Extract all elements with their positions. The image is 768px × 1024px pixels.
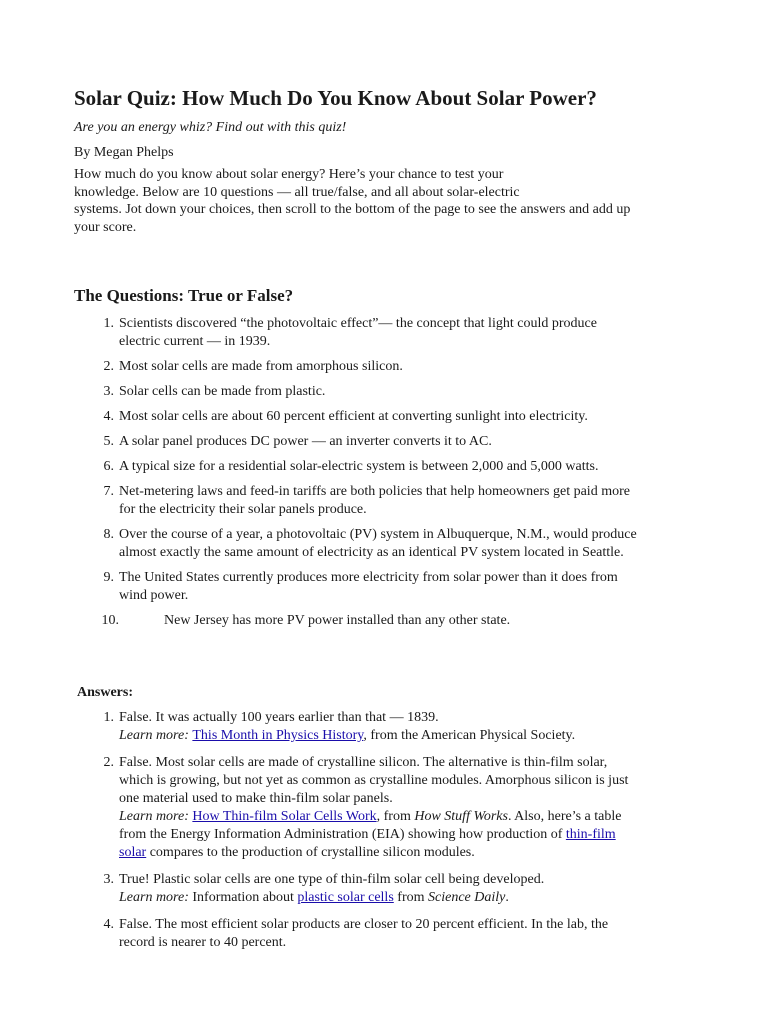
answer-text bbox=[119, 754, 714, 862]
question-item bbox=[74, 483, 714, 519]
intro-line: your score. bbox=[74, 219, 137, 235]
answer-text-segment: compares to the production of crystalline silicon modules. bbox=[146, 845, 475, 860]
question-text bbox=[119, 408, 714, 426]
answer-text-segment: . Also, here’s a table bbox=[507, 809, 622, 824]
question-line: Scientists discovered “the photovoltaic effect”— the concept that light could produce bbox=[119, 316, 597, 331]
question-item bbox=[74, 526, 714, 562]
answer-text-segment: , from the American Physical Society. bbox=[363, 728, 576, 743]
answer-number: 4. bbox=[103, 917, 114, 932]
question-item bbox=[74, 358, 714, 376]
question-item bbox=[74, 569, 714, 605]
answer-text-segment: False. It was actually 100 years earlier than that — 1839. bbox=[119, 710, 439, 725]
answer-item bbox=[74, 754, 714, 862]
reference-link[interactable]: thin-film bbox=[565, 827, 616, 842]
answer-line bbox=[119, 808, 714, 826]
italic-text: How Stuff Works bbox=[414, 809, 508, 824]
answer-text-segment: False. The most efficient solar products are closer to 20 percent efficient. In the lab, the bbox=[119, 917, 609, 932]
question-line: Most solar cells are about 60 percent efficient at converting sunlight into electricity. bbox=[119, 409, 588, 424]
answer-text-segment: True! Plastic solar cells are one type of thin-film solar cell being developed. bbox=[119, 872, 545, 887]
question-number: 8. bbox=[103, 527, 114, 542]
answer-text-segment: , from bbox=[376, 809, 415, 824]
answer-item bbox=[74, 709, 714, 745]
question-text bbox=[119, 433, 714, 451]
question-line: New Jersey has more PV power installed than any other state. bbox=[164, 613, 511, 628]
question-line: Over the course of a year, a photovoltaic (PV) system in Albuquerque, N.M., would produce bbox=[119, 527, 637, 542]
questions-heading: The Questions: True or False? bbox=[74, 286, 294, 305]
question-number: 10. bbox=[101, 613, 119, 628]
question-text bbox=[124, 612, 714, 630]
question-text bbox=[119, 315, 714, 351]
answer-text bbox=[119, 916, 714, 952]
questions-list bbox=[74, 315, 714, 637]
question-number: 9. bbox=[103, 570, 114, 585]
question-line: almost exactly the same amount of electricity as an identical PV system located in Seattle. bbox=[119, 545, 624, 560]
italic-text: Learn more: bbox=[119, 728, 193, 743]
question-line: wind power. bbox=[119, 588, 189, 603]
answer-text-segment: . bbox=[505, 890, 509, 905]
question-line: electric current — in 1939. bbox=[119, 334, 271, 349]
answer-line bbox=[119, 754, 714, 772]
reference-link[interactable]: plastic solar cells bbox=[297, 890, 394, 905]
answer-text-segment: Information about bbox=[192, 890, 298, 905]
answer-line bbox=[119, 916, 714, 934]
reference-link[interactable]: This Month in Physics History bbox=[192, 728, 364, 743]
byline: By Megan Phelps bbox=[74, 145, 174, 160]
question-line: Net-metering laws and feed-in tariffs are both policies that help homeowners get paid more bbox=[119, 484, 630, 499]
question-item bbox=[74, 433, 714, 451]
answer-text bbox=[119, 871, 714, 907]
question-text bbox=[119, 458, 714, 476]
answer-line bbox=[119, 709, 714, 727]
answer-line bbox=[119, 790, 714, 808]
answer-line bbox=[119, 934, 714, 952]
question-number: 7. bbox=[103, 484, 114, 499]
question-number: 4. bbox=[103, 409, 114, 424]
question-line: The United States currently produces more electricity from solar power than it does from bbox=[119, 570, 618, 585]
reference-link[interactable]: solar bbox=[119, 845, 147, 860]
answer-line bbox=[119, 772, 714, 790]
question-item bbox=[74, 383, 714, 401]
answer-text-segment: False. Most solar cells are made of crystalline silicon. The alternative is thin-film solar, bbox=[119, 755, 608, 770]
answer-text bbox=[119, 709, 714, 745]
answer-item bbox=[74, 871, 714, 907]
intro-line: systems. Jot down your choices, then scroll to the bottom of the page to see the answers and add up bbox=[74, 202, 631, 217]
question-number: 2. bbox=[103, 359, 114, 374]
answer-text-segment: one material used to make thin-film solar panels. bbox=[119, 791, 393, 806]
answer-number: 3. bbox=[103, 872, 114, 887]
answer-number: 1. bbox=[103, 710, 114, 725]
question-item bbox=[74, 315, 714, 351]
tagline: Are you an energy whiz? Find out with this quiz! bbox=[74, 120, 347, 135]
intro-line: How much do you know about solar energy? Here’s your chance to test your bbox=[74, 167, 504, 182]
question-number: 3. bbox=[103, 384, 114, 399]
answer-text-segment: from the Energy Information Administration (EIA) showing how production of bbox=[119, 827, 566, 842]
answer-line bbox=[119, 826, 714, 844]
question-text bbox=[119, 483, 714, 519]
question-line: Most solar cells are made from amorphous silicon. bbox=[119, 359, 403, 374]
answer-text-segment: which is growing, but not yet as common as crystalline modules. Amorphous silicon is just bbox=[119, 773, 629, 788]
answer-line bbox=[119, 727, 714, 745]
question-line: A solar panel produces DC power — an inverter converts it to AC. bbox=[119, 434, 492, 449]
answer-line bbox=[119, 871, 714, 889]
question-number: 5. bbox=[103, 434, 114, 449]
italic-text: Learn more: bbox=[119, 890, 193, 905]
answer-line bbox=[119, 889, 714, 907]
answer-number: 2. bbox=[103, 755, 114, 770]
question-item bbox=[74, 612, 714, 630]
answer-text-segment: record is nearer to 40 percent. bbox=[119, 935, 287, 950]
question-item bbox=[74, 408, 714, 426]
question-line: for the electricity their solar panels produce. bbox=[119, 502, 367, 517]
page-title: Solar Quiz: How Much Do You Know About Solar Power? bbox=[74, 86, 597, 110]
question-line: A typical size for a residential solar-electric system is between 2,000 and 5,000 watts. bbox=[119, 459, 599, 474]
italic-text: Science Daily bbox=[428, 890, 506, 905]
intro-paragraph bbox=[74, 166, 630, 236]
question-text bbox=[119, 383, 714, 401]
question-number: 1. bbox=[103, 316, 114, 331]
question-text bbox=[119, 358, 714, 376]
question-number: 6. bbox=[103, 459, 114, 474]
answer-text-segment: from bbox=[393, 890, 428, 905]
question-text bbox=[119, 569, 714, 605]
answers-heading: Answers: bbox=[77, 685, 133, 700]
answer-line bbox=[119, 844, 714, 862]
question-text bbox=[119, 526, 714, 562]
answers-list bbox=[74, 709, 714, 961]
question-line: Solar cells can be made from plastic. bbox=[119, 384, 326, 399]
intro-line: knowledge. Below are 10 questions — all true/false, and all about solar-electric bbox=[74, 184, 520, 200]
answer-item bbox=[74, 916, 714, 952]
italic-text: Learn more: bbox=[119, 809, 193, 824]
question-item bbox=[74, 458, 714, 476]
reference-link[interactable]: How Thin-film Solar Cells Work bbox=[192, 809, 377, 824]
